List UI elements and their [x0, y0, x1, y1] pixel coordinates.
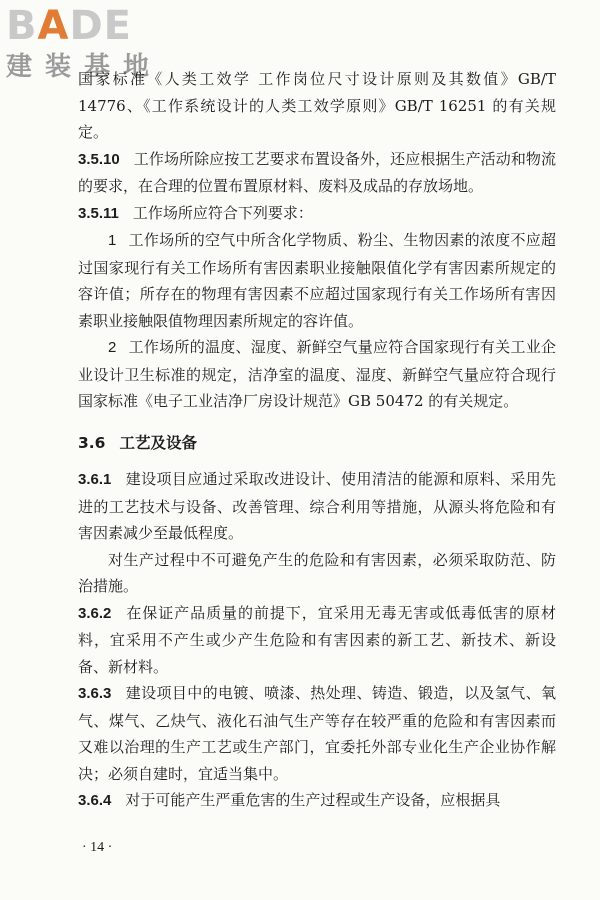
clause-3-6-1-continuation: 对生产过程中不可避免产生的危险和有害因素，必须采取防范、防治措施。 [78, 550, 556, 595]
clause-text: 建设项目中的电镀、喷漆、热处理、铸造、锻造，以及氢气、氧气、煤气、乙炔气、液化石油气生产等存在较严重的危险和有害因素而又难以治理的生产工艺或生产部门，宜委托外部专业化生产企业协作解决；必须自建时，宜适当集中。 [78, 684, 556, 783]
clause-number: 3.5.10 [78, 150, 120, 168]
section-title: 工艺及设备 [119, 433, 197, 452]
page-number: · 14 · [82, 840, 113, 855]
clause-text: 工作场所除应按工艺要求布置设备外，还应根据生产活动和物流的要求，在合理的位置布置原材料、废料及成品的存放场地。 [78, 149, 556, 195]
clause-text: 建设项目应通过采取改进设计、使用清洁的能源和原料、采用先进的工艺技术与设备、改善管理、综合利用等措施，从源头将危险和有害因素减少至最低程度。 [78, 470, 556, 542]
clause-number: 3.6.4 [78, 792, 112, 809]
clause-number: 3.6.2 [78, 604, 112, 622]
clause-text: 在保证产品质量的前提下，宜采用无毒无害或低毒低害的原材料，宜采用不产生或少产生危险和有害因素的新工艺、新技术、新设备、新材料。 [78, 603, 556, 676]
logo-text: BADE [6, 3, 132, 49]
list-item-2 [78, 334, 556, 415]
clause-number: 3.6.3 [78, 685, 112, 702]
list-item-1 [78, 227, 556, 334]
item-text: 工作场所的温度、湿度、新鲜空气量应符合国家现行有关工业企业设计卫生标准的规定，洁净室的温度、湿度、新鲜空气量应符合现行国家标准《电子工业洁净厂房设计规范》GB 50472 的有关规定。 [78, 338, 556, 410]
clause-number: 3.6.1 [78, 471, 112, 488]
item-number: 2 [108, 339, 117, 356]
paragraph-continuation: 国家标准《人类工效学 工作岗位尺寸设计原则及其数值》GB/T 14776、《工作系统设计的人类工效学原则》GB/T 16251 的有关规定。 [78, 70, 556, 141]
clause-3-6-2 [78, 600, 556, 681]
clause-3-6-4 [78, 787, 556, 815]
logo-subtitle: 建装基地 [6, 52, 163, 82]
section-heading [78, 430, 556, 457]
section-number: 3.6 [78, 433, 106, 452]
clause-3-5-11 [78, 200, 556, 228]
clause-3-6-3 [78, 680, 556, 787]
clause-number: 3.5.11 [78, 204, 119, 222]
item-text: 工作场所的空气中所含化学物质、粉尘、生物因素的浓度不应超过国家现行有关工作场所有害因素职业接触限值化学有害因素所规定的容许值；所存在的物理有害因素不应超过国家现行有关工作场所有害因素职业接触限值物理因素所规定的容许值。 [78, 231, 556, 330]
clause-3-5-10 [78, 146, 556, 200]
clause-text: 工作场所应符合下列要求： [132, 203, 313, 222]
clause-3-6-1 [78, 466, 556, 547]
item-number: 1 [108, 232, 117, 249]
document-body [78, 66, 556, 815]
clause-text: 对于可能产生严重危害的生产过程或生产设备，应根据具 [125, 791, 501, 809]
